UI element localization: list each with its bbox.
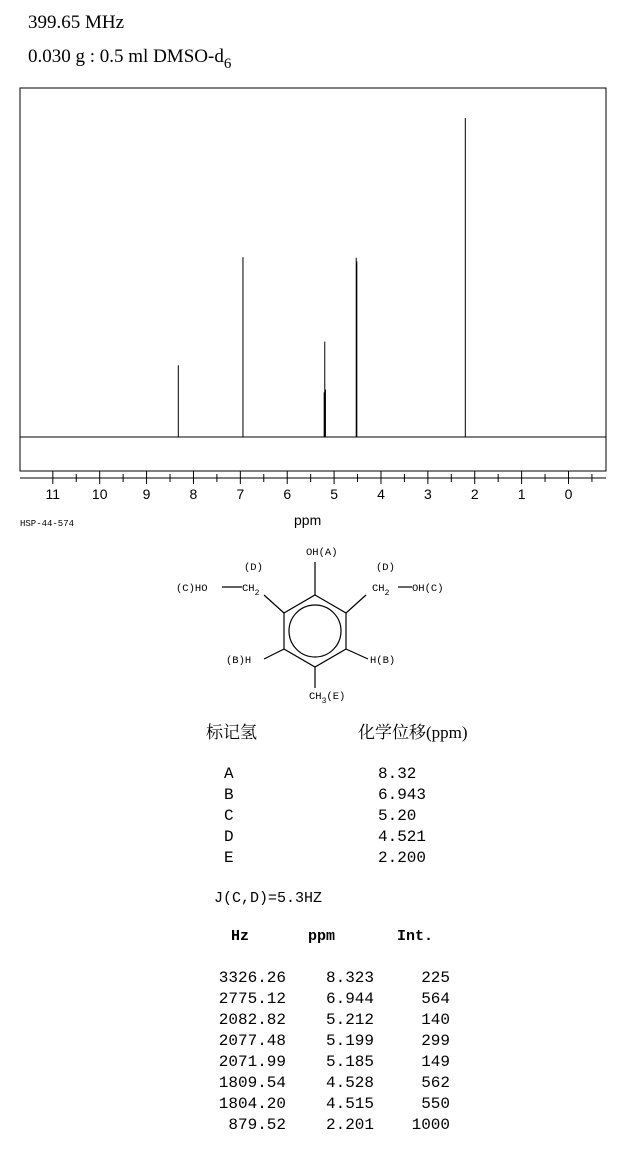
bond-ch2-right xyxy=(346,595,366,613)
spectrum-code: HSP-44-574 xyxy=(20,519,75,529)
x-tick-label-11: 0 xyxy=(564,486,573,502)
peak-header-ppm: ppm xyxy=(308,928,336,945)
x-tick-label-3: 8 xyxy=(189,486,198,502)
ch2-left-text: CH xyxy=(242,583,255,595)
peak-int-0: 225 xyxy=(421,969,450,987)
x-tick-label-6: 5 xyxy=(330,486,338,502)
molecule-structure xyxy=(160,540,470,710)
nmr-spectrum-chart xyxy=(0,0,626,540)
label-ch2-right xyxy=(372,583,390,598)
peak-int-6: 550 xyxy=(421,1095,450,1113)
peak-hz-6: 1804.20 xyxy=(218,1095,286,1113)
assignment-shift-0: 8.32 xyxy=(378,765,417,783)
peak-int-7: 1000 xyxy=(411,1116,450,1134)
benzene-ring xyxy=(222,562,412,688)
peak-hz-7: 879.52 xyxy=(228,1116,286,1134)
label-ch2-left xyxy=(242,583,260,598)
peak-int-3: 299 xyxy=(421,1032,450,1050)
ring-hexagon xyxy=(284,595,346,667)
peak-hz-1: 2775.12 xyxy=(218,990,286,1008)
assignment-label-2: C xyxy=(224,807,234,825)
peak-ppm-5: 4.528 xyxy=(325,1074,374,1092)
x-tick-label-10: 1 xyxy=(517,486,526,502)
peak-hz-3: 2077.48 xyxy=(218,1032,286,1050)
ring-circle xyxy=(289,605,341,657)
x-tick-label-0: 11 xyxy=(45,486,61,502)
assignment-shift-2: 5.20 xyxy=(378,807,417,825)
peak-int-1: 564 xyxy=(421,990,450,1008)
peak-ppm-7: 2.201 xyxy=(325,1116,374,1134)
coupling-constant: J(C,D)=5.3HZ xyxy=(214,890,323,907)
peak-ppm-1: 6.944 xyxy=(325,990,374,1008)
x-tick-label-2: 9 xyxy=(142,486,151,502)
label-d-left: (D) xyxy=(244,562,263,574)
x-tick-label-7: 4 xyxy=(377,486,385,502)
sample-subscript: 6 xyxy=(223,56,232,72)
label-oh-c: OH(C) xyxy=(412,583,444,595)
spectrometer-frequency: 399.65 MHz xyxy=(28,12,125,33)
label-ch3 xyxy=(309,691,345,706)
x-tick-label-8: 3 xyxy=(423,486,432,502)
ch3-text: CH xyxy=(309,691,322,703)
bond-h-right xyxy=(346,649,368,659)
label-h-b-right: H(B) xyxy=(370,655,396,667)
plot-frame xyxy=(20,88,606,471)
ch3-sub: 3 xyxy=(321,697,327,706)
peaks-layer xyxy=(178,118,465,437)
assignment-label-4: E xyxy=(224,849,234,867)
peak-int-5: 562 xyxy=(421,1074,450,1092)
x-tick-label-1: 10 xyxy=(91,486,108,502)
ch2-right-text: CH xyxy=(372,583,385,595)
assignment-shift-3: 4.521 xyxy=(378,828,427,846)
assignment-shift-4: 2.200 xyxy=(378,849,427,867)
peak-ppm-0: 8.323 xyxy=(325,969,374,987)
assignment-label-3: D xyxy=(224,828,234,846)
peak-ppm-4: 5.185 xyxy=(325,1053,374,1071)
assignment-header-shift: 化学位移(ppm) xyxy=(358,723,468,742)
peak-hz-5: 1809.54 xyxy=(218,1074,286,1092)
peak-header-int: Int. xyxy=(397,928,434,945)
ch3-label: (E) xyxy=(326,691,346,703)
peak-header-hz: Hz xyxy=(231,928,250,945)
peak-int-4: 149 xyxy=(421,1053,450,1071)
peak-ppm-2: 5.212 xyxy=(325,1011,374,1029)
bond-ch2-left xyxy=(264,595,284,613)
assignment-header-label: 标记氢 xyxy=(206,723,257,742)
x-tick-label-5: 6 xyxy=(283,486,292,502)
peak-hz-2: 2082.82 xyxy=(218,1011,286,1029)
assignment-shift-1: 6.943 xyxy=(378,786,427,804)
sample-text: 0.030 g : 0.5 ml DMSO-d xyxy=(28,46,224,67)
ticks-layer xyxy=(46,471,592,502)
peak-hz-4: 2071.99 xyxy=(218,1053,286,1071)
ch2-right-sub: 2 xyxy=(384,589,390,598)
assignment-label-1: B xyxy=(224,786,234,804)
peak-ppm-3: 5.199 xyxy=(325,1032,374,1050)
peak-hz-0: 3326.26 xyxy=(218,969,286,987)
peak-ppm-6: 4.515 xyxy=(325,1095,374,1113)
x-tick-label-4: 7 xyxy=(236,486,245,502)
bond-h-left xyxy=(264,649,284,659)
label-oh-a: OH(A) xyxy=(306,547,338,559)
ch2-left-sub: 2 xyxy=(254,589,260,598)
label-ho-c: (C)HO xyxy=(176,583,208,595)
label-h-b-left: (B)H xyxy=(226,655,252,667)
peak-int-2: 140 xyxy=(421,1011,450,1029)
x-axis-label: ppm xyxy=(294,512,322,528)
x-tick-label-9: 2 xyxy=(470,486,479,502)
assignment-label-0: A xyxy=(224,765,234,783)
label-d-right: (D) xyxy=(376,562,395,574)
